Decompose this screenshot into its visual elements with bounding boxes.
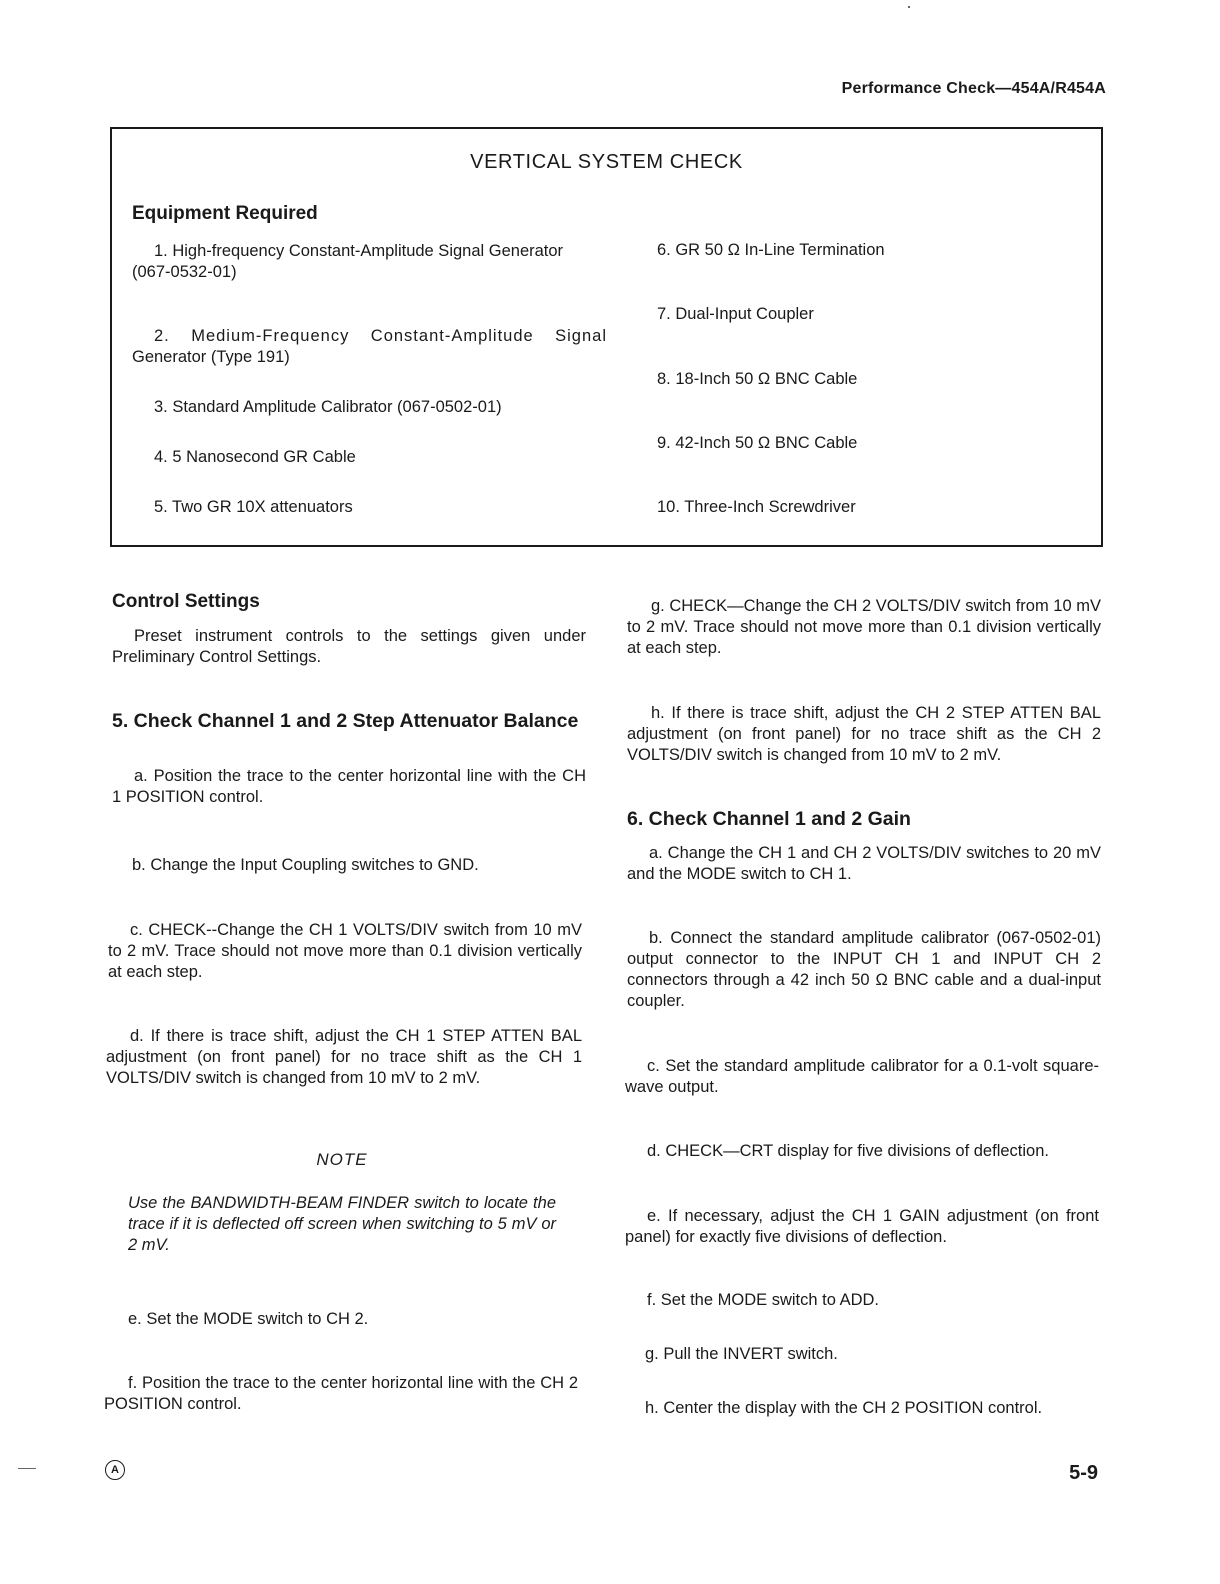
equipment-item-5: 5. Two GR 10X attenuators (154, 498, 353, 516)
equipment-item-6: 6. GR 50 Ω In-Line Termination (657, 241, 885, 259)
note-title: NOTE (316, 1150, 368, 1169)
equipment-required-box (110, 127, 1103, 547)
equipment-item-4: 4. 5 Nanosecond GR Cable (154, 448, 356, 466)
revision-mark-icon: A (105, 1460, 125, 1480)
step6-f: f. Set the MODE switch to ADD. (647, 1291, 879, 1309)
step5-g: g. CHECK—Change the CH 2 VOLTS/DIV switch from 10 mV to 2 mV. Trace should not move more than 0.1 division vertically at each step. (627, 597, 1101, 657)
equipment-item-2: 2. Medium-Frequency Constant-Amplitude Signal Generator (Type 191) (132, 327, 607, 366)
equipment-item-8: 8. 18-Inch 50 Ω BNC Cable (657, 370, 858, 388)
margin-tick (18, 1468, 36, 1469)
step5-a: a. Position the trace to the center horizontal line with the CH 1 POSITION control. (112, 767, 586, 806)
step6-heading: 6. Check Channel 1 and 2 Gain (627, 808, 911, 830)
equipment-item-1: 1. High-frequency Constant-Amplitude Signal Generator (067-0532-01) (132, 242, 564, 281)
box-title: VERTICAL SYSTEM CHECK (470, 151, 743, 173)
scan-speck (908, 6, 910, 8)
step6-a: a. Change the CH 1 and CH 2 VOLTS/DIV switches to 20 mV and the MODE switch to CH 1. (627, 844, 1101, 883)
step6-h: h. Center the display with the CH 2 POSITION control. (645, 1399, 1043, 1417)
page-number: 5-9 (1069, 1462, 1098, 1484)
step5-b: b. Change the Input Coupling switches to GND. (132, 856, 479, 874)
step6-d: d. CHECK—CRT display for five divisions of deflection. (647, 1142, 1049, 1160)
equipment-item-10: 10. Three-Inch Screwdriver (657, 498, 856, 516)
step5-f: f. Position the trace to the center horizontal line with the CH 2 POSITION control. (104, 1374, 578, 1413)
step6-b: b. Connect the standard amplitude calibrator (067-0502-01) output connector to the INPUT CH 1 and INPUT CH 2 connectors through a 42 inch 50 Ω BNC cable and a dual-input coupler. (627, 929, 1101, 1010)
equipment-item-9: 9. 42-Inch 50 Ω BNC Cable (657, 434, 858, 452)
equipment-required-heading: Equipment Required (132, 203, 318, 224)
equipment-item-7: 7. Dual-Input Coupler (657, 305, 814, 323)
step5-d: d. If there is trace shift, adjust the CH 1 STEP ATTEN BAL adjustment (on front panel) for no trace shift as the CH 1 VOLTS/DIV switch is changed from 10 mV to 2 mV. (106, 1027, 582, 1087)
step5-c: c. CHECK--Change the CH 1 VOLTS/DIV switch from 10 mV to 2 mV. Trace should not move more than 0.1 division vertically at each step. (108, 921, 582, 981)
equipment-item-3: 3. Standard Amplitude Calibrator (067-0502-01) (154, 398, 502, 416)
control-settings-text: Preset instrument controls to the settings given under Preliminary Control Settings. (112, 627, 586, 666)
step5-e: e. Set the MODE switch to CH 2. (128, 1310, 369, 1328)
step5-h: h. If there is trace shift, adjust the CH 2 STEP ATTEN BAL adjustment (on front panel) for no trace shift as the CH 2 VOLTS/DIV switch is changed from 10 mV to 2 mV. (627, 704, 1101, 764)
control-settings-heading: Control Settings (112, 591, 260, 612)
step6-c: c. Set the standard amplitude calibrator for a 0.1-volt square-wave output. (625, 1057, 1099, 1096)
running-header: Performance Check—454A/R454A (841, 80, 1106, 97)
step6-g: g. Pull the INVERT switch. (645, 1345, 838, 1363)
note-text: Use the BANDWIDTH-BEAM FINDER switch to locate the trace if it is deflected off screen when switching to 5 mV or 2 mV. (128, 1194, 556, 1254)
step6-e: e. If necessary, adjust the CH 1 GAIN adjustment (on front panel) for exactly five divisions of deflection. (625, 1207, 1099, 1246)
step5-heading: 5. Check Channel 1 and 2 Step Attenuator Balance (112, 710, 579, 732)
